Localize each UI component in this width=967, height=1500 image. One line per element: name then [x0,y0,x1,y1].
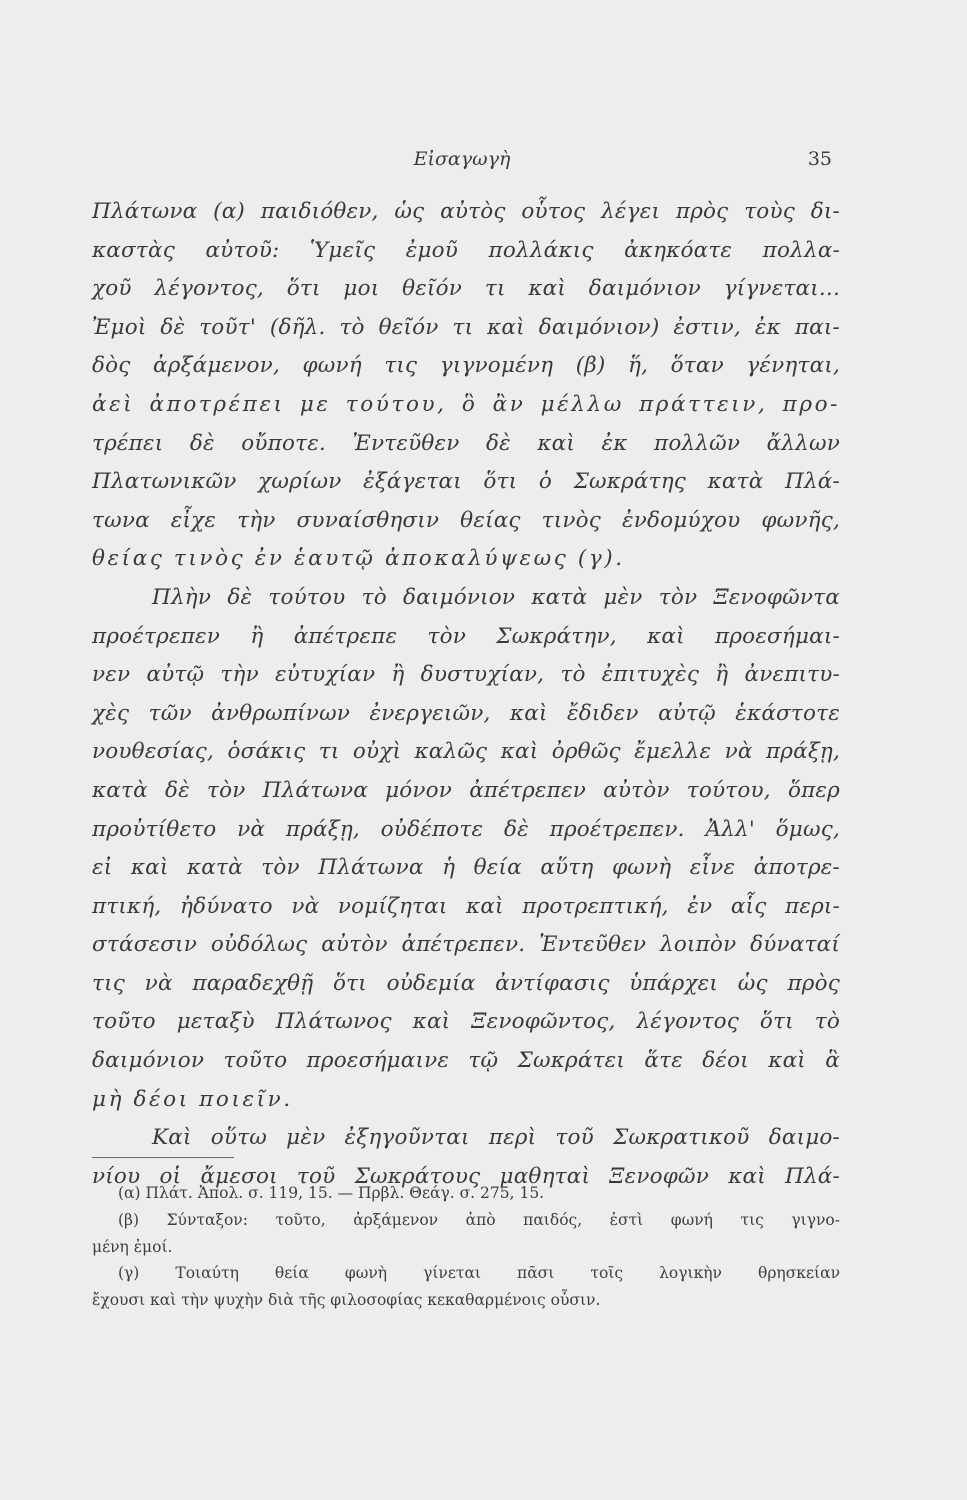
footnote-line: ἔχουσι καὶ τὴν ψυχὴν διὰ τῆς φιλοσοφίας κεκαθαρμένοις οὖσιν. [92,1291,601,1310]
text-line: κατὰ δὲ τὸν Πλάτωνα μόνον ἀπέτρεπεν αὐτὸν τούτου, ὅπερ [92,777,840,803]
text-line: τοῦτο μεταξὺ Πλάτωνος καὶ Ξενοφῶντος, λέγοντος ὅτι τὸ [92,1009,840,1035]
text-line: τις νὰ παραδεχθῇ ὅτι οὐδεμία ἀντίφασις ὑπάρχει ὡς πρὸς [92,970,840,996]
footnote-line: (β) Σύνταξον: τοῦτο, ἀρξάμενον ἀπὸ παιδός, ἐστὶ φωνή τις γιγνο- [118,1210,840,1229]
text-line: προέτρεπεν ἢ ἀπέτρεπε τὸν Σωκράτην, καὶ προεσήμαι- [92,623,840,649]
text-line: νεν αὐτῷ τὴν εὐτυχίαν ἢ δυστυχίαν, τὸ ἐπιτυχὲς ἢ ἀνεπιτυ- [92,662,840,688]
footnote-line: (α) Πλάτ. Ἀπολ. σ. 119, 15. — Πρβλ. Θεάγ. σ. 275, 15. [118,1184,545,1202]
text-line: χοῦ λέγοντος, ὅτι μοι θεῖόν τι καὶ δαιμόνιον γίγνεται... [92,276,840,302]
text-line: Πλατωνικῶν χωρίων ἐξάγεται ὅτι ὁ Σωκράτης κατὰ Πλά- [92,469,840,495]
text-line: θείας τινὸς ἐν ἑαυτῷ ἀποκαλύψεως (γ). [92,546,625,572]
text-line: πτική, ἠδύνατο νὰ νομίζηται καὶ προτρεπτική, ἐν αἷς περι- [92,893,840,919]
text-line: νουθεσίας, ὁσάκις τι οὐχὶ καλῶς καὶ ὀρθῶς ἔμελλε νὰ πράξῃ, [92,739,840,765]
text-line: καστὰς αὐτοῦ: Ὑμεῖς ἐμοῦ πολλάκις ἀκηκόατε πολλα- [92,237,840,263]
running-title: Εἰσαγωγὴ [413,148,511,170]
footnote-line: (γ) Τοιαύτη θεία φωνὴ γίνεται πᾶσι τοῖς λογικὴν θρησκείαν [118,1264,840,1283]
text-line: εἰ καὶ κατὰ τὸν Πλάτωνα ἡ θεία αὕτη φωνὴ εἶνε ἀποτρε- [92,855,840,881]
footnotes [92,1180,840,1314]
body-text [92,193,840,1196]
text-line: δαιμόνιον τοῦτο προεσήμαινε τῷ Σωκράτει ἅτε δέοι καὶ ἃ [92,1048,840,1074]
text-line: προὐτίθετο νὰ πράξῃ, οὐδέποτε δὲ προέτρεπεν. Ἀλλ' ὅμως, [92,816,840,842]
text-line: Ἐμοὶ δὲ τοῦτ' (δῆλ. τὸ θεῖόν τι καὶ δαιμόνιον) ἐστιν, ἐκ παι- [92,314,840,340]
footnote-divider [92,1157,234,1158]
text-line: τρέπει δὲ οὔποτε. Ἐντεῦθεν δὲ καὶ ἐκ πολλῶν ἄλλων [92,430,840,456]
page-number: 35 [807,148,832,170]
text-line: δὸς ἀρξάμενον, φωνή τις γιγνομένη (β) ἥ, ὅταν γένηται, [92,353,840,379]
text-line: τωνα εἶχε τὴν συναίσθησιν θείας τινὸς ἐνδομύχου φωνῆς, [92,507,840,533]
text-line: Πλὴν δὲ τούτου τὸ δαιμόνιον κατὰ μὲν τὸν Ξενοφῶντα [152,584,840,610]
text-line: Πλάτωνα (α) παιδιόθεν, ὡς αὐτὸς οὗτος λέγει πρὸς τοὺς δι- [92,199,840,224]
text-line: Καὶ οὕτω μὲν ἐξηγοῦνται περὶ τοῦ Σωκρατικοῦ δαιμο- [152,1125,840,1151]
text-line: στάσεσιν οὐδόλως αὐτὸν ἀπέτρεπεν. Ἐντεῦθεν λοιπὸν δύναταί [92,932,840,958]
page-header [92,148,832,178]
text-line: χὲς τῶν ἀνθρωπίνων ἐνεργειῶν, καὶ ἔδιδεν αὐτῷ ἑκάστοτε [92,700,840,726]
text-line: νίου οἱ ἄμεσοι τοῦ Σωκράτους μαθηταὶ Ξενοφῶν καὶ Πλά- [92,1163,840,1189]
text-line: μὴ δέοι ποιεῖν. [92,1086,293,1112]
footnote-line: μένη ἐμοί. [92,1237,173,1256]
text-line: ἀεὶ ἀποτρέπει με τούτου, ὃ ἂν μέλλω πράττειν, προ- [92,391,840,417]
